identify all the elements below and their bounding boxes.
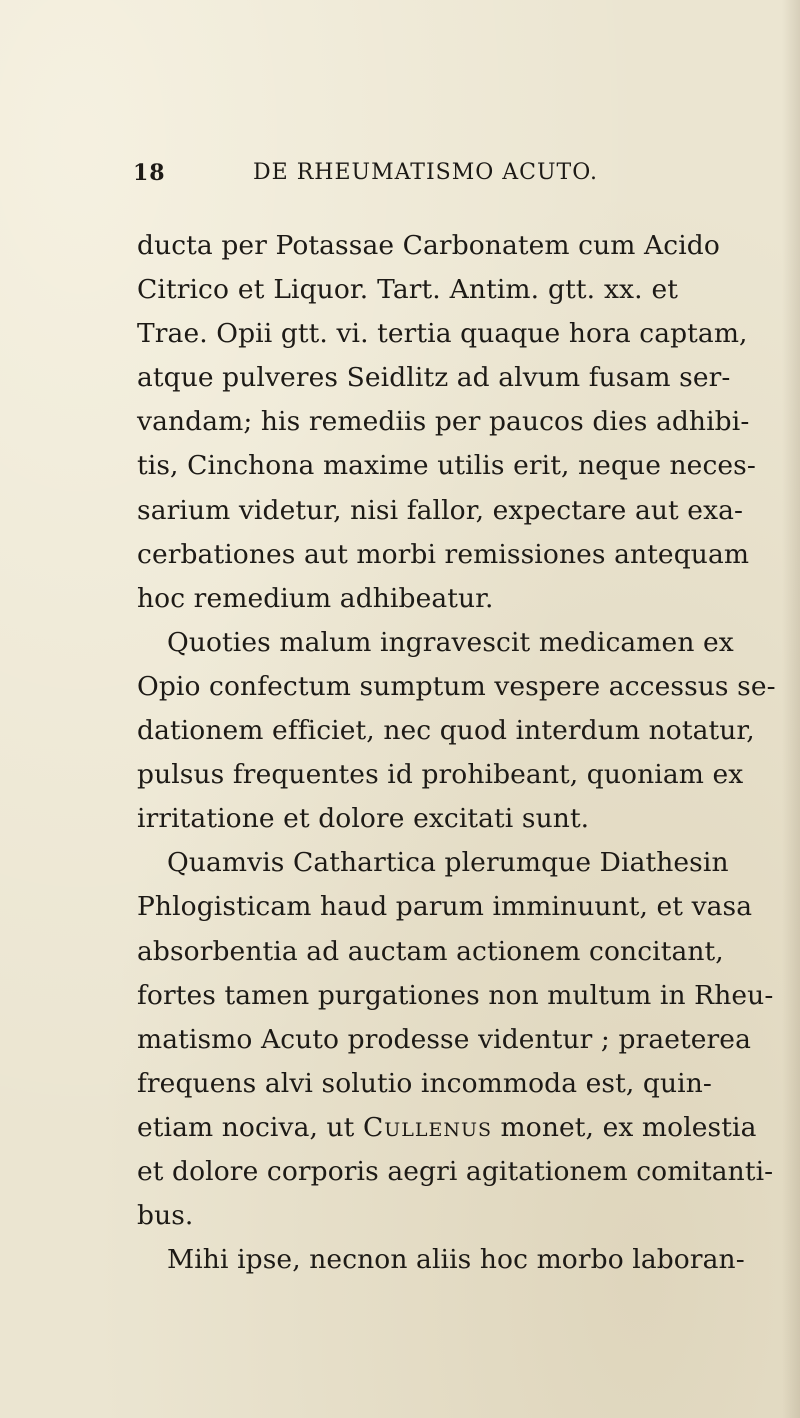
text-line: cerbationes aut morbi remissiones antequam	[137, 538, 750, 570]
text-line: Citrico et Liquor. Tart. Antim. gtt. xx. et	[137, 274, 678, 306]
text-line: tis, Cinchona maxime utilis erit, neque neces-	[137, 450, 756, 482]
running-head: DE RHEUMATISMO ACUTO.	[253, 160, 598, 185]
text-line: Opio confectum sumptum vespere accessus se-	[137, 670, 776, 702]
text-line: et dolore corporis aegri agitationem comitanti-	[137, 1155, 774, 1187]
text-line: hoc remedium adhibeatur.	[137, 582, 494, 614]
text-line: fortes tamen purgationes non multum in Rheu-	[137, 979, 774, 1011]
text-line: Phlogisticam haud parum imminuunt, et vasa	[137, 891, 753, 923]
text-line: sarium videtur, nisi fallor, expectare aut exa-	[137, 494, 744, 526]
text-line: Quamvis Cathartica plerumque Diathesin	[167, 847, 729, 879]
text-line: frequens alvi solutio incommoda est, quin-	[137, 1067, 712, 1099]
text-line: bus.	[137, 1200, 194, 1232]
page-header	[133, 160, 678, 200]
text-line: dationem efficiet, nec quod interdum notatur,	[137, 715, 755, 747]
author-name: Cullenus	[362, 1111, 493, 1143]
text-line: Quoties malum ingravescit medicamen ex	[167, 626, 734, 658]
text-line: Mihi ipse, necnon aliis hoc morbo laboran-	[167, 1244, 745, 1276]
text-line: vandam; his remediis per paucos dies adhibi-	[137, 406, 750, 438]
text-line: matismo Acuto prodesse videntur ; praeterea	[137, 1023, 751, 1055]
text-line: absorbentia ad auctam actionem concitant,	[137, 935, 724, 967]
text-line: ducta per Potassae Carbonatem cum Acido	[137, 230, 720, 261]
body-text	[137, 224, 776, 1282]
text-line: etiam nociva, ut Cullenus monet, ex molestia	[137, 1111, 757, 1143]
text-line: irritatione et dolore excitati sunt.	[137, 803, 590, 835]
page-number: 18	[133, 160, 166, 186]
page-edge-shadow	[782, 0, 800, 1418]
text-line: pulsus frequentes id prohibeant, quoniam ex	[137, 759, 744, 791]
text-line: atque pulveres Seidlitz ad alvum fusam ser-	[137, 362, 731, 394]
text-line: Trae. Opii gtt. vi. tertia quaque hora captam,	[137, 318, 748, 350]
